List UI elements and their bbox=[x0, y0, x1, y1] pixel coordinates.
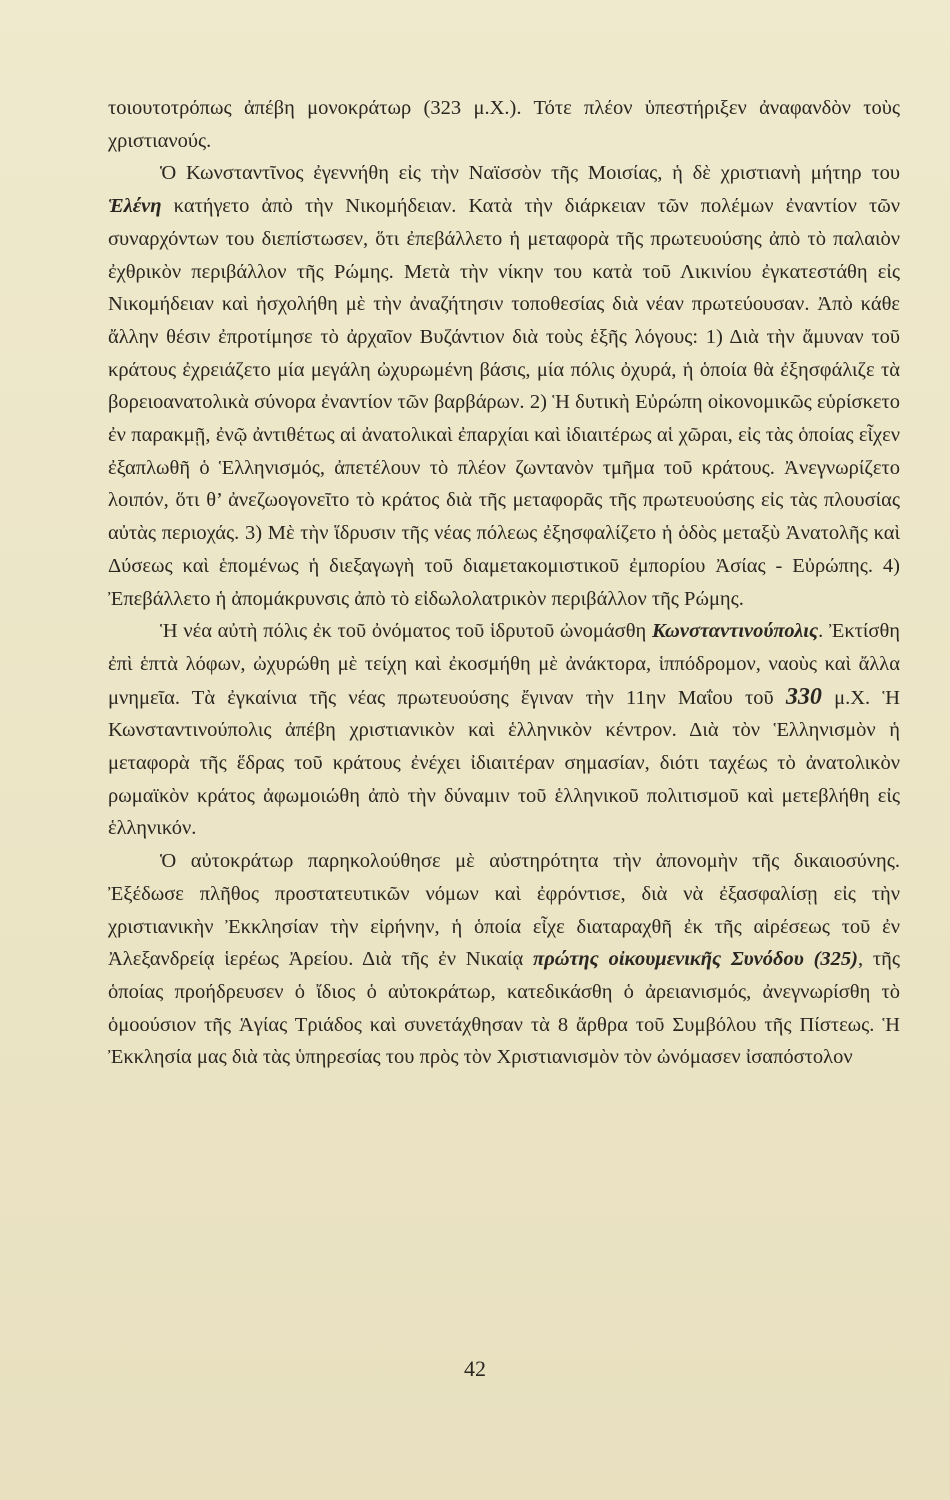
text-run: μ.Χ. Ἡ Κωνσταντινούπολις ἀπέβη χριστιανικὸν καὶ ἑλληνικὸν κέντρον. Διὰ τὸν Ἑλληνισμὸν ἡ μεταφορὰ τῆς ἕδρας τοῦ κράτους ἐνέχει ἰδιαιτέραν σημασίαν, διότι ταχέως τὸ ἀνατολικὸν ρωμαϊκὸν κράτος ἀφωμοιώθη ἀπὸ τὴν δύναμιν τοῦ ἑλληνικοῦ πολιτισμοῦ καὶ μετεβλήθη εἰς ἑλληνικόν. bbox=[108, 686, 900, 840]
paragraph-4 bbox=[108, 845, 900, 1074]
text-run: Ἡ νέα αὐτὴ πόλις ἐκ τοῦ ὀνόματος τοῦ ἱδρυτοῦ ὠνομάσθη bbox=[160, 620, 652, 643]
emphasis-text: πρώτης οἰκουμενικῆς Συνόδου (325) bbox=[533, 948, 859, 971]
emphasis-text: 330 bbox=[785, 683, 822, 710]
text-run: Ὁ αὐτοκράτωρ παρηκολούθησε μὲ αὐστηρότητα τὴν ἀπονομὴν τῆς δικαιοσύνης. Ἐξέδωσε πλῆθος προστατευτικῶν νόμων καὶ ἐφρόντισε, διὰ νὰ ἐξασφαλίσῃ εἰς τὴν χριστιανικὴν Ἐκκλησίαν τὴν εἰρήνην, ἡ ὁποία εἶχε διαταραχθῆ ἐκ τῆς αἱρέσεως τοῦ ἐν Ἀλεξανδρείᾳ ἱερέως Ἀρείου. Διὰ τῆς ἐν Νικαίᾳ bbox=[108, 850, 900, 971]
emphasis-text: Ἑλένη bbox=[108, 195, 162, 218]
body-text bbox=[108, 92, 900, 1074]
text-run: κατήγετο ἀπὸ τὴν Νικομήδειαν. Κατὰ τὴν διάρκειαν τῶν πολέμων ἐναντίον τῶν συναρχόντων του διεπίστωσεν, ὅτι ἐπεβάλλετο ἡ μεταφορὰ τῆς πρωτευούσης ἀπὸ τὸ παλαιὸν ἐχθρικὸν περιβάλλον τῆς Ρώμης. Μετὰ τὴν νίκην του κατὰ τοῦ Λικινίου ἐγκατεστάθη εἰς Νικομήδειαν καὶ ἠσχολήθη μὲ τὴν ἀναζήτησιν τοποθεσίας διὰ νέαν πρωτεύουσαν. Ἀπὸ κάθε ἄλλην θέσιν ἐπροτίμησε τὸ ἀρχαῖον Βυζάντιον διὰ τοὺς ἑξῆς λόγους: 1) Διὰ τὴν ἄμυναν τοῦ κράτους ἐχρειάζετο μία μεγάλη ὠχυρωμένη βάσις, μία πόλις ὀχυρά, ἡ ὁποία θὰ ἐξησφάλιζε τὰ βορειοανατολικὰ σύνορα ἐναντίον τῶν βαρβάρων. 2) Ἡ δυτικὴ Εὐρώπη οἰκονομικῶς εὑρίσκετο ἐν παρακμῇ, ἐνῷ ἀντιθέτως αἱ ἀνατολικαὶ ἐπαρχίαι καὶ ἰδιαιτέρως αἱ χῶραι, εἰς τὰς ὁποίας εἶχεν ἐξαπλωθῆ ὁ Ἑλληνισμός, ἀπετέλουν τὸ πλέον ζωντανὸν τμῆμα τοῦ κράτους. Ἀνεγνωρίζετο λοιπόν, ὅτι θ’ ἀνεζωογονεῖτο τὸ κράτος διὰ τῆς μεταφορᾶς τῆς πρωτευούσης εἰς τὰς πλουσίας αὐτὰς περιοχάς. 3) Μὲ τὴν ἵδρυσιν τῆς νέας πόλεως ἐξησφαλίζετο ἡ ὁδὸς μεταξὺ Ἀνατολῆς καὶ Δύσεως καὶ ἑπομένως ἡ διεξαγωγὴ τοῦ διαμετακομιστικοῦ ἐμπορίου Ἀσίας - Εὐρώπης. 4) Ἐπεβάλλετο ἡ ἀπομάκρυνσις ἀπὸ τὸ εἰδωλολατρικὸν περιβάλλον τῆς Ρώμης. bbox=[108, 195, 900, 610]
text-run: Ὁ Κωνσταντῖνος ἐγεννήθη εἰς τὴν Ναϊσσὸν τῆς Μοισίας, ἡ δὲ χριστιανὴ μήτηρ του bbox=[160, 162, 900, 185]
paragraph-3 bbox=[108, 615, 900, 845]
text-run: τοιουτοτρόπως ἀπέβη μονοκράτωρ (323 μ.Χ.). Τότε πλέον ὑπεστήριξεν ἀναφανδὸν τοὺς χριστιανούς. bbox=[108, 97, 900, 152]
emphasis-text: Κωνσταντινούπολις bbox=[651, 620, 819, 643]
page-number: 42 bbox=[464, 1356, 486, 1381]
paragraph-2 bbox=[108, 157, 900, 615]
text-run: , τῆς ὁποίας προήδρευσεν ὁ ἴδιος ὁ αὐτοκράτωρ, κατεδικάσθη ὁ ἀρειανισμός, ἀνεγνωρίσθη τὸ ὁμοούσιον τῆς Ἁγίας Τριάδος καὶ συνετάχθησαν τὰ 8 ἄρθρα τοῦ Συμβόλου τῆς Πίστεως. Ἡ Ἐκκλησία μας διὰ τὰς ὑπηρεσίας του πρὸς τὸν Χριστιανισμὸν τὸν ὠνόμασεν ἰσαπόστολον bbox=[108, 948, 901, 1069]
paragraph-1 bbox=[108, 92, 900, 157]
text-run: . Ἐκτίσθη ἐπὶ ἑπτὰ λόφων, ὠχυρώθη μὲ τείχη καὶ ἐκοσμήθη μὲ ἀνάκτορα, ἱππόδρομον, ναοὺς καὶ ἄλλα μνημεῖα. Τὰ ἐγκαίνια τῆς νέας πρωτευούσης ἔγιναν τὴν 11ην Μαΐου τοῦ bbox=[108, 620, 901, 709]
